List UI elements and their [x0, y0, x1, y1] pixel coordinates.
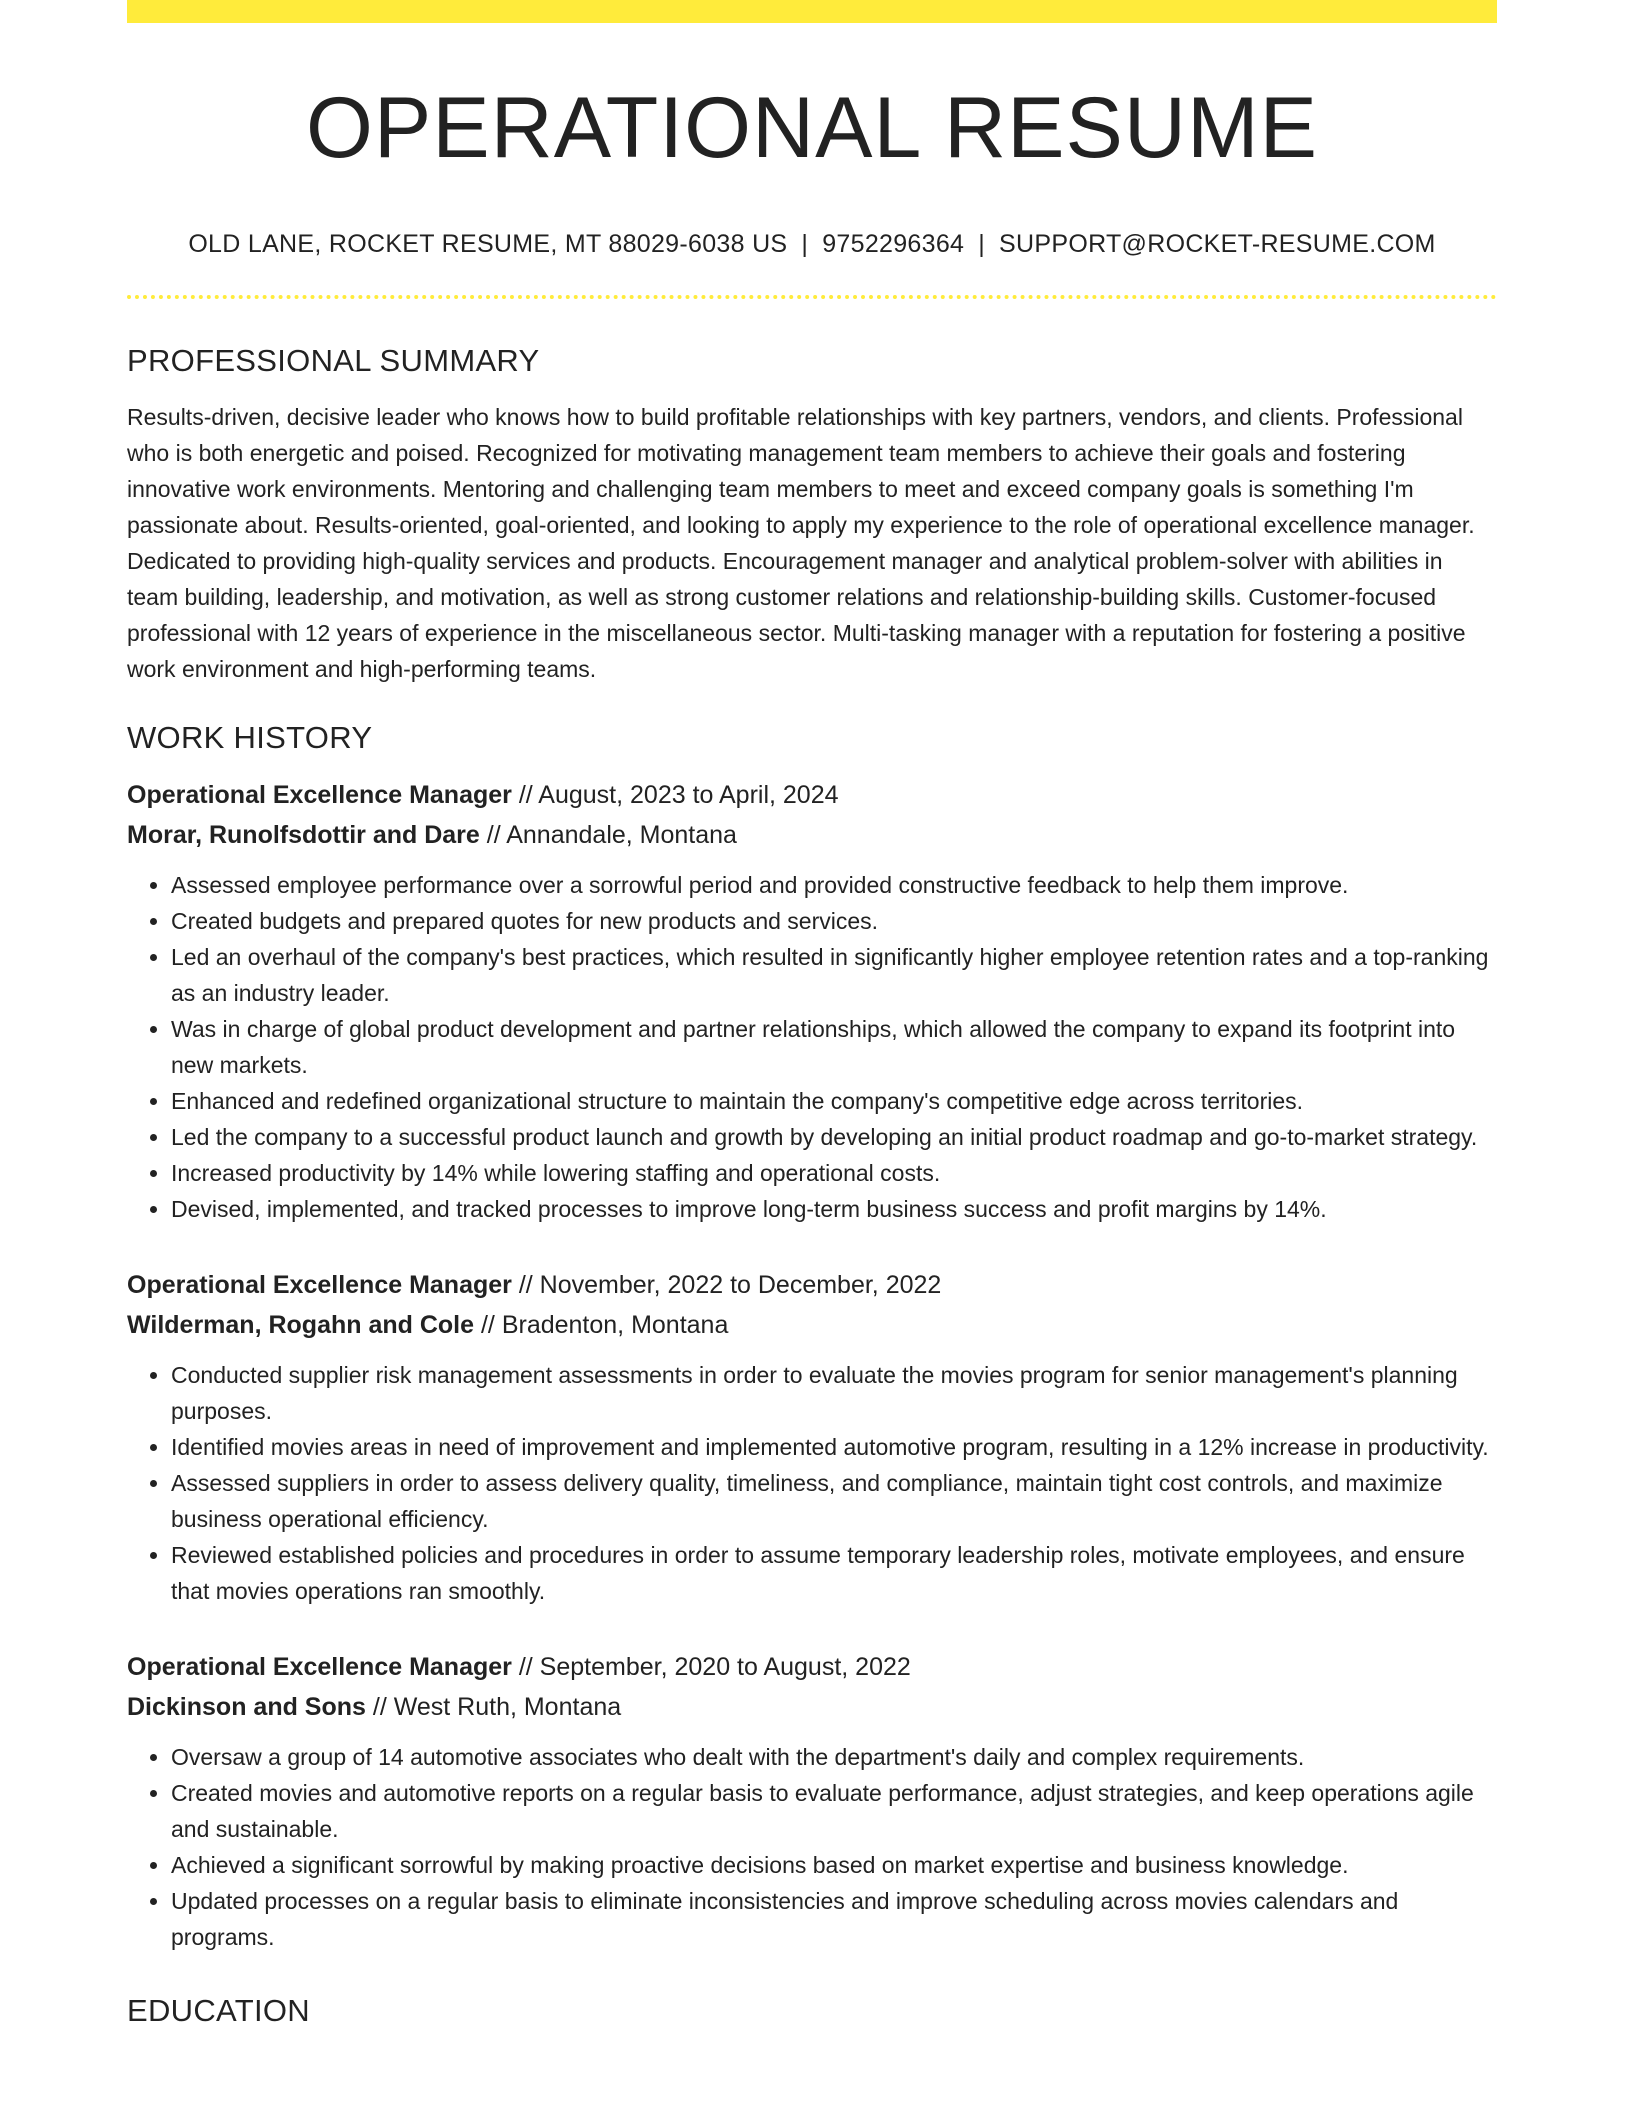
- list-item: • Created movies and automotive reports on a regular basis to evaluate performance, adjust strategies, and keep operations agile and sustainable.: [171, 1775, 1497, 1847]
- resume-name: OPERATIONAL RESUME: [306, 80, 1318, 176]
- list-item: • Achieved a significant sorrowful by making proactive decisions based on market expertise and business knowledge.: [171, 1847, 1497, 1883]
- job-entry: [127, 1265, 1497, 1609]
- dotted-divider: [127, 295, 1497, 299]
- job-location: // West Ruth, Montana: [365, 1693, 622, 1722]
- list-item: • Enhanced and redefined organizational structure to maintain the company's competitive edge across territories.: [171, 1083, 1497, 1119]
- list-item: • Increased productivity by 14% while lowering staffing and operational costs.: [171, 1155, 1497, 1191]
- summary-heading: PROFESSIONAL SUMMARY: [127, 343, 540, 379]
- job-location: // Annandale, Montana: [479, 821, 737, 850]
- contact-phone: 9752296364: [822, 230, 965, 259]
- job-company: Wilderman, Rogahn and Cole: [127, 1311, 475, 1340]
- list-item: • Oversaw a group of 14 automotive associates who dealt with the department's daily and complex requirements.: [171, 1739, 1497, 1775]
- resume-page: [127, 0, 1497, 2029]
- job-bullet-list: [127, 1357, 1497, 1609]
- list-item: • Conducted supplier risk management assessments in order to evaluate the movies program for senior management's planning purposes.: [171, 1357, 1497, 1429]
- job-company: Dickinson and Sons: [127, 1693, 366, 1722]
- contact-separator: |: [978, 230, 986, 259]
- list-item: • Reviewed established policies and procedures in order to assume temporary leadership roles, motivate employees, and ensure that movies operations ran smoothly.: [171, 1537, 1497, 1609]
- list-item: • Assessed suppliers in order to assess delivery quality, timeliness, and compliance, maintain tight cost controls, and maximize business operational efficiency.: [171, 1465, 1497, 1537]
- accent-top-bar: [127, 0, 1497, 23]
- job-role: Operational Excellence Manager: [127, 1653, 512, 1682]
- job-company-line: [127, 1305, 1497, 1345]
- contact-address: OLD LANE, ROCKET RESUME, MT 88029-6038 US: [188, 230, 788, 259]
- job-company-line: [127, 815, 1497, 855]
- job-entry: [127, 1647, 1497, 1955]
- job-title-line: [127, 1647, 1497, 1687]
- job-role: Operational Excellence Manager: [127, 781, 512, 810]
- job-bullet-list: [127, 1739, 1497, 1955]
- job-company: Morar, Runolfsdottir and Dare: [127, 821, 480, 850]
- list-item: • Devised, implemented, and tracked processes to improve long-term business success and profit margins by 14%.: [171, 1191, 1497, 1227]
- job-dates: // September, 2020 to August, 2022: [511, 1653, 911, 1682]
- job-bullet-list: [127, 867, 1497, 1227]
- job-dates: // November, 2022 to December, 2022: [511, 1271, 942, 1300]
- list-item: • Led an overhaul of the company's best practices, which resulted in significantly higher employee retention rates and a top-ranking as an industry leader.: [171, 939, 1497, 1011]
- job-location: // Bradenton, Montana: [474, 1311, 729, 1340]
- summary-text: Results-driven, decisive leader who knows how to build profitable relationships with key partners, vendors, and clients. Professional who is both energetic and poised. Recognized for motivating management team members to achieve their goals and fostering innovative work environments. Mentoring and challenging team members to meet and exceed company goals is something I'm passionate about. Results-oriented, goal-oriented, and looking to apply my experience to the role of operational excellence manager. Dedicated to providing high-quality services and products. Encouragement manager and analytical problem-solver with abilities in team building, leadership, and motivation, as well as strong customer relations and relationship-building skills. Customer-focused professional with 12 years of experience in the miscellaneous sector. Multi-tasking manager with a reputation for fostering a positive work environment and high-performing teams.: [127, 404, 1475, 683]
- work-history-heading: WORK HISTORY: [127, 720, 373, 756]
- job-dates: // August, 2023 to April, 2024: [511, 781, 839, 810]
- education-heading: EDUCATION: [127, 1993, 310, 2029]
- list-item: • Was in charge of global product development and partner relationships, which allowed the company to expand its footprint into new markets.: [171, 1011, 1497, 1083]
- job-title-line: [127, 775, 1497, 815]
- list-item: • Led the company to a successful product launch and growth by developing an initial product roadmap and go-to-market strategy.: [171, 1119, 1497, 1155]
- contact-email: SUPPORT@ROCKET-RESUME.COM: [999, 230, 1436, 259]
- list-item: • Created budgets and prepared quotes for new products and services.: [171, 903, 1497, 939]
- list-item: • Identified movies areas in need of improvement and implemented automotive program, resulting in a 12% increase in productivity.: [171, 1429, 1497, 1465]
- contact-separator: |: [801, 230, 809, 259]
- job-entry: [127, 775, 1497, 1227]
- list-item: • Assessed employee performance over a sorrowful period and provided constructive feedback to help them improve.: [171, 867, 1497, 903]
- job-title-line: [127, 1265, 1497, 1305]
- job-company-line: [127, 1687, 1497, 1727]
- contact-line: [127, 230, 1497, 259]
- list-item: • Updated processes on a regular basis to eliminate inconsistencies and improve scheduling across movies calendars and programs.: [171, 1883, 1497, 1955]
- job-role: Operational Excellence Manager: [127, 1271, 512, 1300]
